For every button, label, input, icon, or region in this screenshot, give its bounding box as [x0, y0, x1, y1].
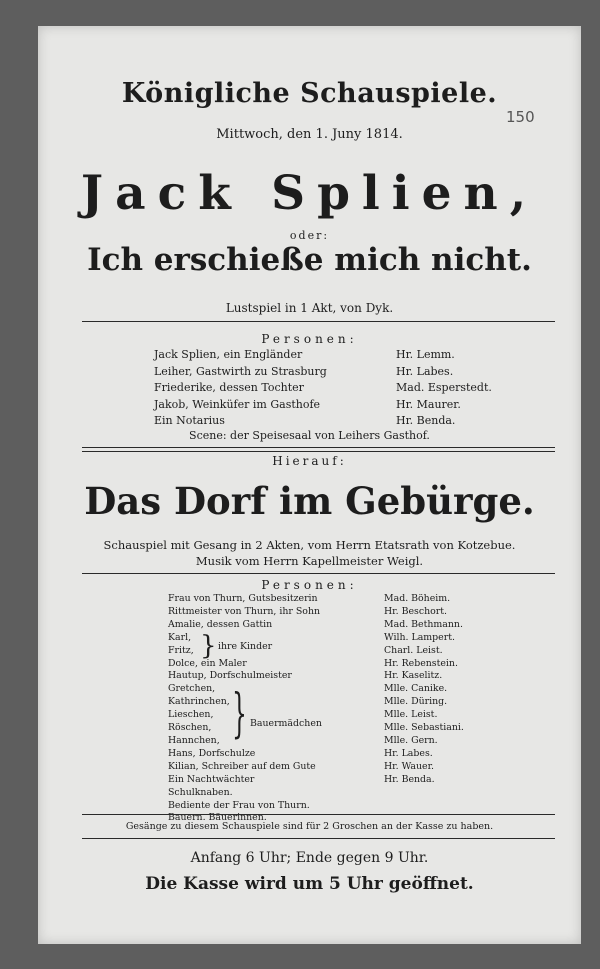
- cast-role: Fritz,: [168, 644, 194, 656]
- divider-3: [82, 573, 555, 574]
- play1-connector: oder:: [289, 229, 330, 242]
- play2-title: Das Dorf im Gebürge.: [84, 479, 535, 523]
- group-bauer: Bauermädchen: [250, 718, 322, 729]
- hierauf-line: Hierauf:: [272, 454, 347, 468]
- playbill-sheet: [38, 26, 581, 944]
- songs-note: Gesänge zu diesem Schauspiele sind für 2 Groschen an der Kasse zu haben.: [125, 821, 494, 832]
- play2-genre: Schauspiel mit Gesang in 2 Akten, vom Herrn Etatsrath von Kotzebue.: [103, 538, 516, 552]
- cast-role: Hautup, Dorfschulmeister: [168, 670, 292, 682]
- cast-actor: Mad. Böheim.: [384, 593, 451, 604]
- box-office-line: Die Kasse wird um 5 Uhr geöffnet.: [145, 874, 474, 894]
- cast-role: Ein Notarius: [154, 414, 225, 427]
- times-line: Anfang 6 Uhr; Ende gegen 9 Uhr.: [190, 850, 429, 866]
- cast-actor: Mad. Esperstedt.: [396, 381, 492, 394]
- handwritten-number: 150: [506, 108, 535, 126]
- cast-actor: Mlle. Leist.: [384, 709, 438, 721]
- cast-role: Kathrinchen,: [168, 696, 230, 708]
- cast-role: Bediente der Frau von Thurn.: [168, 799, 310, 811]
- brace-kinder: }: [200, 631, 217, 661]
- cast-role: Hannchen,: [168, 734, 220, 746]
- play1-personen-heading: Personen:: [261, 332, 358, 346]
- play2-music: Musik vom Herrn Kapellmeister Weigl.: [195, 554, 424, 568]
- cast-actor: Mlle. Canike.: [384, 683, 448, 695]
- play1-genre: Lustspiel in 1 Akt, von Dyk.: [225, 301, 394, 315]
- cast-role: Friederike, dessen Tochter: [154, 381, 304, 394]
- cast-actor: Hr. Benda.: [396, 414, 456, 427]
- cast-role: Amalie, dessen Gattin: [168, 618, 273, 630]
- cast-role: Frau von Thurn, Gutsbesitzerin: [168, 593, 318, 604]
- cast-role: Kilian, Schreiber auf dem Gute: [168, 760, 316, 772]
- cast-role: Lieschen,: [168, 709, 214, 721]
- cast-role: Rittmeister von Thurn, ihr Sohn: [168, 605, 321, 617]
- cast-actor: Wilh. Lampert.: [384, 631, 455, 643]
- cast-role: Karl,: [168, 631, 192, 643]
- cast-actor: Hr. Benda.: [384, 773, 435, 785]
- cast-role: Gretchen,: [168, 683, 216, 695]
- cast-role: Schulknaben.: [168, 786, 233, 798]
- cast-actor: Hr. Wauer.: [384, 760, 435, 772]
- play2-personen-heading: Personen:: [261, 578, 358, 592]
- date-line: Mittwoch, den 1. Juny 1814.: [216, 127, 403, 142]
- cast-actor: Mlle. Gern.: [384, 734, 438, 746]
- play1-title: Jack Splien,: [80, 166, 539, 221]
- group-kinder: ihre Kinder: [218, 641, 273, 652]
- cast-actor: Hr. Kaselitz.: [384, 670, 443, 682]
- cast-actor: Hr. Labes.: [396, 364, 454, 378]
- brace-bauer: }: [232, 684, 247, 744]
- play1-actors: [396, 347, 492, 430]
- divider-5: [82, 838, 555, 839]
- cast-role: Röschen,: [168, 722, 212, 734]
- cast-actor: Hr. Rebenstein.: [384, 657, 458, 669]
- play1-scene: Scene: der Speisesaal von Leihers Gasthof.: [189, 429, 430, 442]
- play1-subtitle: Ich erschieße mich nicht.: [87, 242, 532, 278]
- cast-role: Dolce, ein Maler: [168, 657, 247, 669]
- cast-role: Leiher, Gastwirth zu Strasburg: [154, 364, 327, 378]
- cast-role: Bauern. Bäuerinnen.: [168, 812, 267, 824]
- cast-actor: Hr. Beschort.: [384, 605, 447, 617]
- divider-2: [82, 447, 555, 448]
- play1-roles: [154, 347, 327, 430]
- cast-role: Hans, Dorfschulze: [168, 747, 256, 759]
- cast-role: Ein Nachtwächter: [168, 773, 255, 785]
- cast-actor: Mlle. Düring.: [384, 696, 448, 708]
- cast-role: Jack Splien, ein Engländer: [154, 348, 303, 361]
- divider-1: [82, 321, 555, 322]
- cast-actor: Mlle. Sebastiani.: [384, 722, 464, 734]
- cast-actor: Hr. Labes.: [384, 747, 433, 759]
- cast-role: Jakob, Weinküfer im Gasthofe: [154, 397, 321, 411]
- cast-actor: Hr. Lemm.: [396, 348, 455, 361]
- cast-actor: Mad. Bethmann.: [384, 618, 463, 630]
- divider-4: [82, 814, 555, 815]
- theater-heading: Königliche Schauspiele.: [121, 78, 498, 109]
- cast-actor: Hr. Maurer.: [396, 397, 461, 411]
- play2-actors: [384, 593, 464, 787]
- cast-actor: Charl. Leist.: [384, 644, 443, 656]
